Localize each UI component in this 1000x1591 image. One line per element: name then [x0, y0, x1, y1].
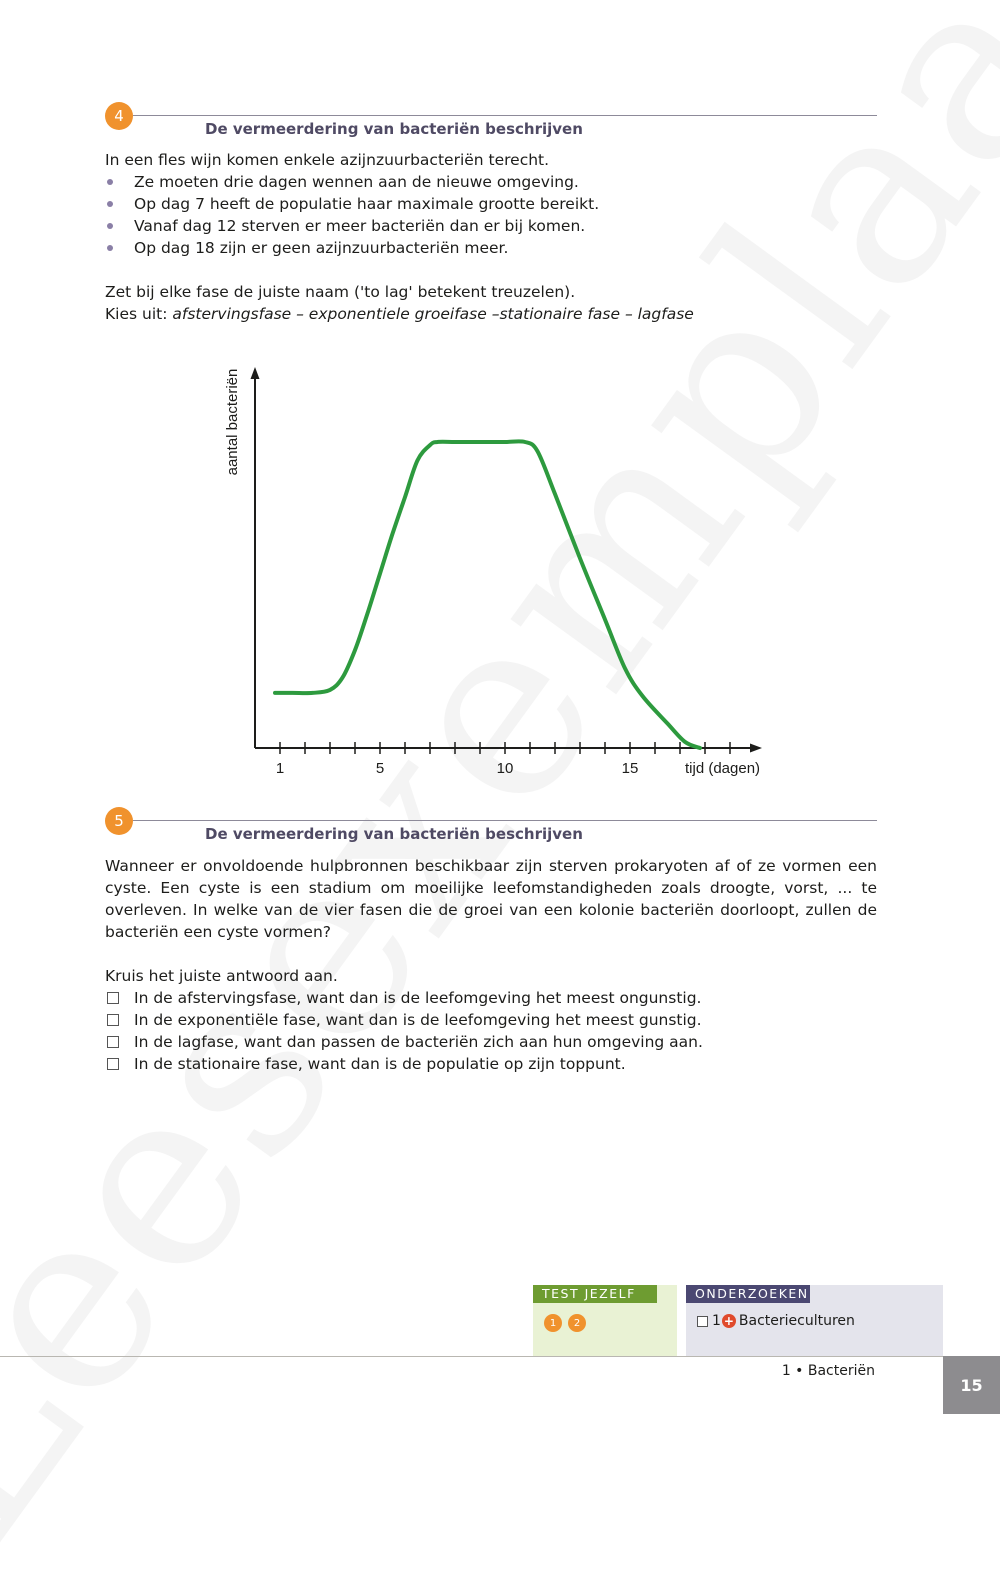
chart-axes: [251, 367, 763, 753]
list-item: Op dag 18 zijn er geen azijnzuurbacteriën meer.: [105, 237, 877, 259]
y-axis-label: aantal bacteriën: [224, 368, 241, 476]
test-yourself-box: [533, 1285, 677, 1356]
bullet-icon: [107, 201, 113, 207]
bullet-icon: [107, 223, 113, 229]
series-line: [275, 441, 700, 748]
answer-option[interactable]: In de exponentiële fase, want dan is de leefomgeving het meest gunstig.: [105, 1009, 877, 1031]
test-item-badge[interactable]: 1: [544, 1314, 562, 1332]
exercise-divider: [133, 820, 877, 821]
chapter-label: 1 • Bacteriën: [781, 1363, 875, 1379]
research-box: [686, 1285, 943, 1356]
list-item: Ze moeten drie dagen wennen aan de nieuwe omgeving.: [105, 171, 877, 193]
footer-divider: [0, 1356, 1000, 1357]
bullet-list: [105, 171, 877, 259]
growth-curve-chart: [200, 355, 780, 795]
research-item-label: Bacterieculturen: [738, 1313, 855, 1329]
intro-text: In een fles wijn komen enkele azijnzuurbacteriën terecht.: [105, 151, 550, 169]
instruction-text: Zet bij elke fase de juiste naam ('to lag' betekent treuzelen).: [105, 283, 576, 301]
exercise-title: De vermeerdering van bacteriën beschrijven: [205, 120, 583, 138]
research-label: ONDERZOEKEN: [686, 1285, 810, 1303]
exercise-divider: [133, 115, 877, 116]
y-axis-arrow: [251, 367, 260, 379]
exercise-5-text: [105, 855, 877, 1075]
checkbox-icon[interactable]: [107, 1036, 119, 1048]
checkbox-icon[interactable]: [107, 1058, 119, 1070]
checkbox-icon[interactable]: [697, 1316, 708, 1327]
bullet-icon: [107, 179, 113, 185]
list-item: Op dag 7 heeft de populatie haar maximale grootte bereikt.: [105, 193, 877, 215]
question-text: Wanneer er onvoldoende hulpbronnen beschikbaar zijn sterven prokaryoten af of ze vormen een cyste. Een cyste is een stadium om moeilijke leefomstandigheden zoals droogte, vorst, ... te overleven. In welke van de vier fasen die de groei van een kolonie bacteriën doorloopt, zullen de bacteriën een cyste vormen?: [105, 857, 877, 941]
exercise-4-text: [105, 149, 877, 325]
answer-option[interactable]: In de stationaire fase, want dan is de populatie op zijn toppunt.: [105, 1053, 877, 1075]
answer-option[interactable]: In de afstervingsfase, want dan is de leefomgeving het meest ongunstig.: [105, 987, 877, 1009]
instruction-text: Kruis het juiste antwoord aan.: [105, 967, 338, 985]
exercise-number-badge: 5: [105, 807, 133, 835]
page-number: 15: [943, 1356, 1000, 1414]
answer-choices: [105, 987, 877, 1075]
exercise-number-badge: 4: [105, 102, 133, 130]
checkbox-icon[interactable]: [107, 992, 119, 1004]
chart-labels: [276, 760, 639, 777]
x-axis-arrow: [750, 744, 762, 753]
bullet-icon: [107, 245, 113, 251]
exercise-title: De vermeerdering van bacteriën beschrijven: [205, 825, 583, 843]
list-item: Vanaf dag 12 sterven er meer bacteriën dan er bij komen.: [105, 215, 877, 237]
answer-option[interactable]: In de lagfase, want dan passen de bacteriën zich aan hun omgeving aan.: [105, 1031, 877, 1053]
x-tick-label: 1: [275, 760, 285, 777]
choose-text: Kies uit: afstervingsfase – exponentiele groeifase –stationaire fase – lagfase: [105, 305, 694, 323]
test-item-badge[interactable]: 2: [568, 1314, 586, 1332]
test-yourself-label: TEST JEZELF: [533, 1285, 657, 1303]
plus-icon: +: [723, 1314, 734, 1328]
checkbox-icon[interactable]: [107, 1014, 119, 1026]
x-tick-label: 5: [375, 760, 385, 777]
choose-options: afstervingsfase – exponentiele groeifase –stationaire fase – lagfase: [172, 305, 694, 323]
x-tick-label: 10: [496, 760, 514, 777]
research-item[interactable]: [697, 1313, 855, 1329]
research-number: 1: [712, 1313, 721, 1329]
x-tick-label: 15: [621, 760, 639, 777]
x-axis-label: tijd (dagen): [685, 760, 761, 777]
